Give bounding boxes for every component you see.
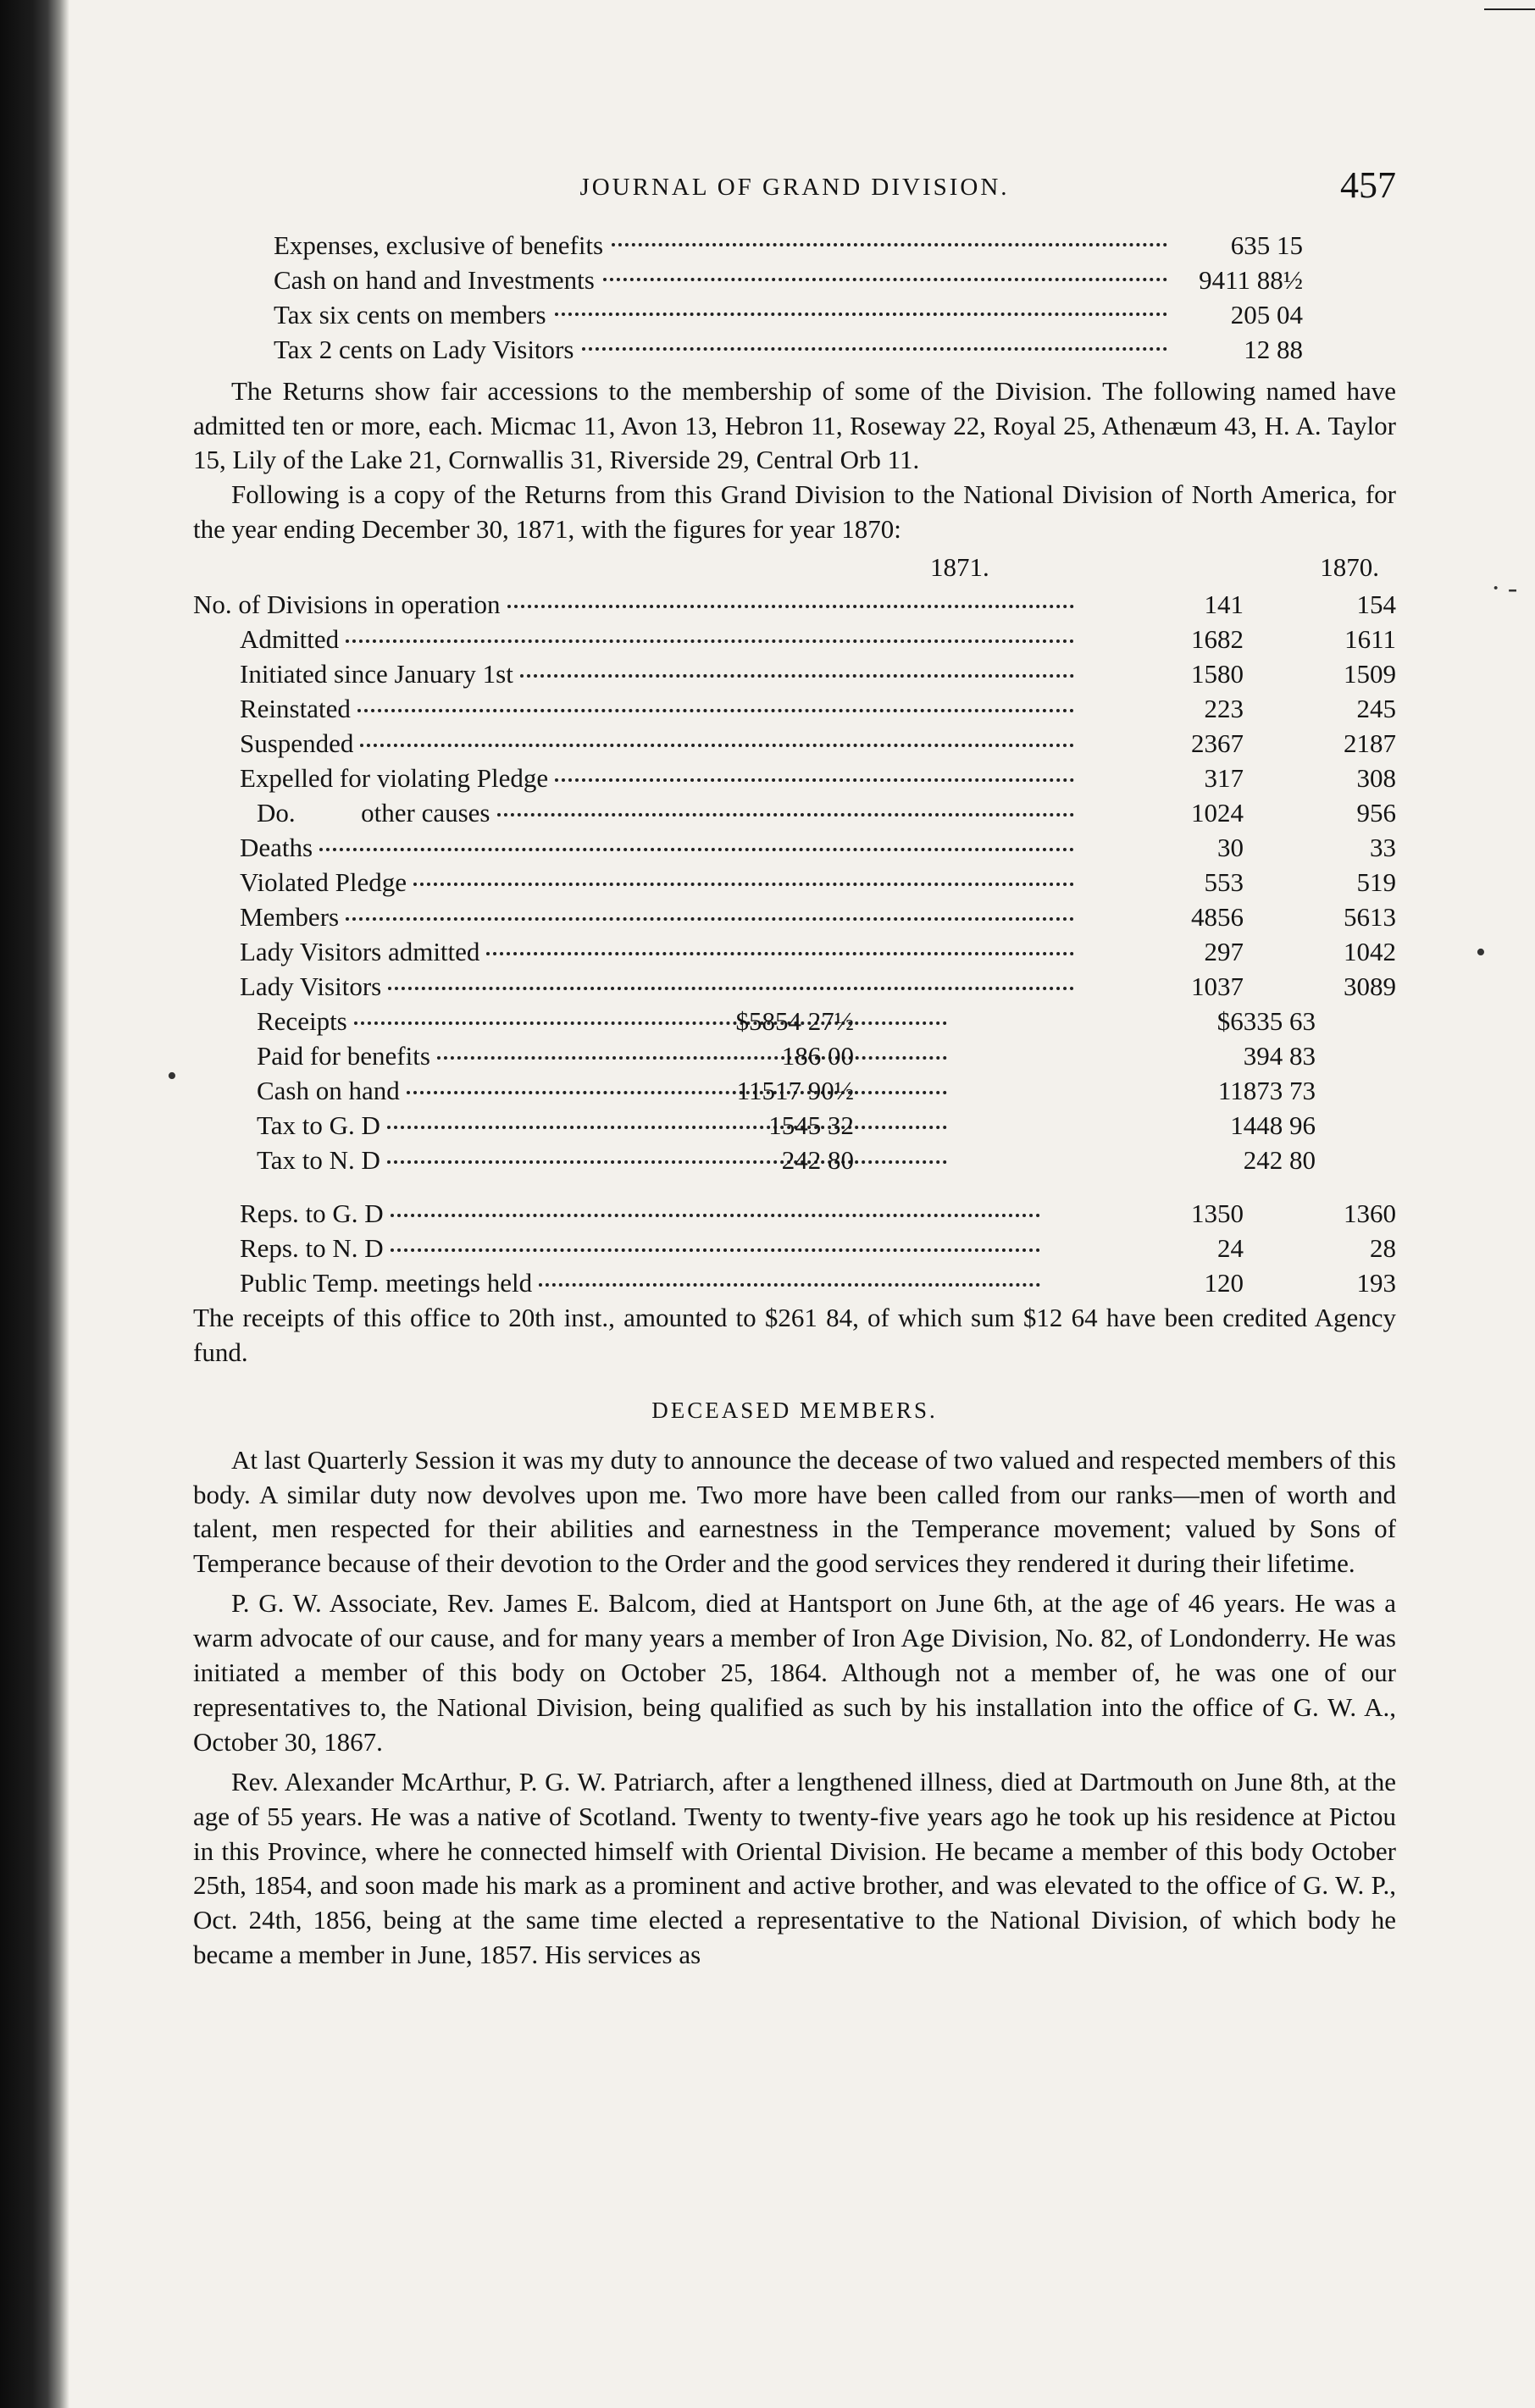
value-1871: 242 80 xyxy=(781,1145,854,1176)
returns-table-header xyxy=(193,551,1396,588)
value-1870: 193 xyxy=(1356,1268,1396,1298)
value-1871: 1545 32 xyxy=(768,1110,854,1141)
table-row xyxy=(193,657,1396,692)
expense-row: Tax six cents on members 205 04 xyxy=(274,299,1303,329)
leader-dots xyxy=(360,744,1074,747)
returns-table-money xyxy=(193,1005,1396,1178)
value-1871: 141 xyxy=(1204,590,1244,620)
value-1870: 2187 xyxy=(1344,728,1396,759)
leader-dots xyxy=(391,1248,1040,1252)
leader-dots xyxy=(391,1214,1040,1217)
row-label: Reps. to G. D xyxy=(240,1198,384,1229)
table-row xyxy=(193,1039,1396,1074)
table-row xyxy=(193,1143,1396,1178)
following-paragraph: Following is a copy of the Returns from this Grand Division to the National Division of North America, for the year ending December 30, 1871, with the figures for year 1870: xyxy=(193,479,1396,545)
running-title: JOURNAL OF GRAND DIVISION. xyxy=(579,174,1010,201)
value-1871: 1350 xyxy=(1191,1198,1244,1229)
table-row xyxy=(193,831,1396,866)
returns-table-reps xyxy=(193,1197,1396,1301)
value-1871: 1037 xyxy=(1191,972,1244,1002)
table-row xyxy=(193,1109,1396,1143)
value-1871: 186 00 xyxy=(781,1041,854,1071)
value-1871: 553 xyxy=(1204,867,1244,898)
expense-row: Tax 2 cents on Lady Visitors 12 88 xyxy=(274,334,1303,364)
deceased-paragraph: P. G. W. Associate, Rev. James E. Balcom, died at Hantsport on June 6th, at the age of 46 years. He was a warm advocate of our cause, and for many years a member of Iron Age Division, No. 82, of Londonderry. He was initiated a member of this body on October 25, 1864. Although not a member of, he was one of our representatives to, the National Division, being qualified as such by his installation into the office of G. W. A., October 30, 1867. xyxy=(193,1588,1396,1757)
value-1870: 245 xyxy=(1356,694,1396,724)
running-head xyxy=(193,161,1396,210)
value-1870: 242 80 xyxy=(1243,1145,1316,1176)
value-1871: 2367 xyxy=(1191,728,1244,759)
value-1871: 11517 90½ xyxy=(736,1076,854,1106)
margin-mark: · - xyxy=(1491,573,1518,604)
col-1870: 1870. xyxy=(1320,552,1379,583)
row-label: Admitted xyxy=(240,624,340,655)
value-1870: 956 xyxy=(1356,798,1396,828)
table-row xyxy=(193,623,1396,657)
corner-rule xyxy=(1484,8,1535,10)
table-row xyxy=(193,1232,1396,1266)
page xyxy=(193,161,1396,2363)
row-label: Public Temp. meetings held xyxy=(240,1268,533,1298)
row-label: Expelled for violating Pledge xyxy=(240,763,549,794)
table-row xyxy=(193,796,1396,831)
value-1871: 223 xyxy=(1204,694,1244,724)
row-label: Cash on hand xyxy=(257,1076,400,1106)
table-row xyxy=(193,970,1396,1005)
value-1870: 1042 xyxy=(1344,937,1396,967)
receipts-note: The receipts of this office to 20th inst., amounted to $261 84, of which sum $12 64 have been credited Agency fund. xyxy=(193,1303,1396,1368)
row-label: No. of Divisions in operation xyxy=(193,590,501,620)
deceased-paragraph: At last Quarterly Session it was my duty to announce the decease of two valued and respected members of this body. A similar duty now devolves upon me. Two more have been called from our ranks—men of worth and talent, men respected for their abilities and earnestness in the Temperance movement; valued by Sons of Temperance because of their devotion to the Order and the good services they rendered it during their lifetime. xyxy=(193,1444,1396,1579)
table-row xyxy=(193,1266,1396,1301)
returns-table-counts xyxy=(193,588,1396,1005)
leader-dots xyxy=(357,709,1074,712)
table-row xyxy=(193,761,1396,796)
table-row xyxy=(193,1005,1396,1039)
expense-row: Expenses, exclusive of benefits 635 15 xyxy=(274,230,1303,260)
value-1870: 28 xyxy=(1370,1233,1396,1264)
table-row xyxy=(193,935,1396,970)
col-1871: 1871. xyxy=(930,552,989,583)
spine-edge xyxy=(59,0,69,2408)
leader-dots xyxy=(388,987,1074,990)
value-1870: $6335 63 xyxy=(1216,1006,1316,1037)
value-1871: $5854 27½ xyxy=(735,1006,854,1037)
deceased-paragraph: Rev. Alexander McArthur, P. G. W. Patriarch, after a lengthened illness, died at Dartmouth on June 8th, at the age of 55 years. He was a native of Scotland. Twenty to twenty-five years ago he took up his residence at Pictou in this Province, where he connected himself with Oriental Division. He became a member of this body October 25th, 1854, and soon made his mark as a prominent and active brother, and was elevated to the office of G. W. P., Oct. 24th, 1856, being at the same time elected a representative to the National Division, of which body he became a member in June, 1857. His services as xyxy=(193,1766,1396,1970)
value-1871: 1024 xyxy=(1191,798,1244,828)
leader-dots xyxy=(413,883,1074,886)
value-1871: 120 xyxy=(1204,1268,1244,1298)
row-label: Do. other causes xyxy=(257,798,490,828)
returns-paragraph: The Returns show fair accessions to the membership of some of the Division. The following named have admitted ten or more, each. Micmac 11, Avon 13, Hebron 11, Roseway 22, Royal 25, Athenæum 43, H. A. Taylor 15, Lily of the Lake 21, Cornwallis 31, Riverside 29, Central Orb 11. xyxy=(193,375,1396,475)
row-label: Tax to N. D xyxy=(257,1145,380,1176)
row-label: Tax to G. D xyxy=(257,1110,380,1141)
value-1871: 1682 xyxy=(1191,624,1244,655)
row-label: Reps. to N. D xyxy=(240,1233,384,1264)
expenses-list xyxy=(274,229,1303,368)
value-1870: 33 xyxy=(1370,833,1396,863)
value-1871: 297 xyxy=(1204,937,1244,967)
table-row xyxy=(193,1197,1396,1232)
margin-mark: • xyxy=(167,1060,177,1092)
value-1871: 4856 xyxy=(1191,902,1244,933)
row-label: Lady Visitors admitted xyxy=(240,937,480,967)
value-1871: 1580 xyxy=(1191,659,1244,689)
row-label: Deaths xyxy=(240,833,313,863)
expense-row: Cash on hand and Investments 9411 88½ xyxy=(274,264,1303,295)
table-row xyxy=(193,692,1396,727)
section-heading: DECEASED MEMBERS. xyxy=(651,1397,938,1423)
value-1870: 394 83 xyxy=(1243,1041,1316,1071)
value-1870: 1360 xyxy=(1344,1198,1396,1229)
leader-dots xyxy=(319,848,1074,851)
row-label: Suspended xyxy=(240,728,354,759)
value-1871: 24 xyxy=(1217,1233,1244,1264)
value-1870: 11873 73 xyxy=(1217,1076,1316,1106)
table-row xyxy=(193,900,1396,935)
table-row xyxy=(193,727,1396,761)
leader-dots xyxy=(539,1283,1040,1287)
value-1870: 308 xyxy=(1356,763,1396,794)
row-label: Violated Pledge xyxy=(240,867,407,898)
leader-dots xyxy=(346,639,1074,643)
value-1870: 3089 xyxy=(1344,972,1396,1002)
value-1871: 30 xyxy=(1217,833,1244,863)
value-1870: 154 xyxy=(1356,590,1396,620)
leader-dots xyxy=(346,917,1074,921)
page-number: 457 xyxy=(1340,164,1396,206)
value-1870: 1448 96 xyxy=(1230,1110,1316,1141)
value-1870: 1611 xyxy=(1344,624,1396,655)
value-1870: 5613 xyxy=(1344,902,1396,933)
row-label: Receipts xyxy=(257,1006,347,1037)
leader-dots xyxy=(486,952,1074,955)
row-label: Initiated since January 1st xyxy=(240,659,513,689)
row-label: Reinstated xyxy=(240,694,351,724)
value-1870: 1509 xyxy=(1344,659,1396,689)
margin-mark: • xyxy=(1476,937,1486,968)
row-label: Members xyxy=(240,902,340,933)
book-spine-shadow xyxy=(0,0,59,2408)
value-1870: 519 xyxy=(1356,867,1396,898)
table-row xyxy=(193,866,1396,900)
table-row xyxy=(193,1074,1396,1109)
leader-dots xyxy=(497,813,1074,817)
table-row xyxy=(193,588,1396,623)
value-1871: 317 xyxy=(1204,763,1244,794)
row-label: Paid for benefits xyxy=(257,1041,430,1071)
row-label: Lady Visitors xyxy=(240,972,382,1002)
